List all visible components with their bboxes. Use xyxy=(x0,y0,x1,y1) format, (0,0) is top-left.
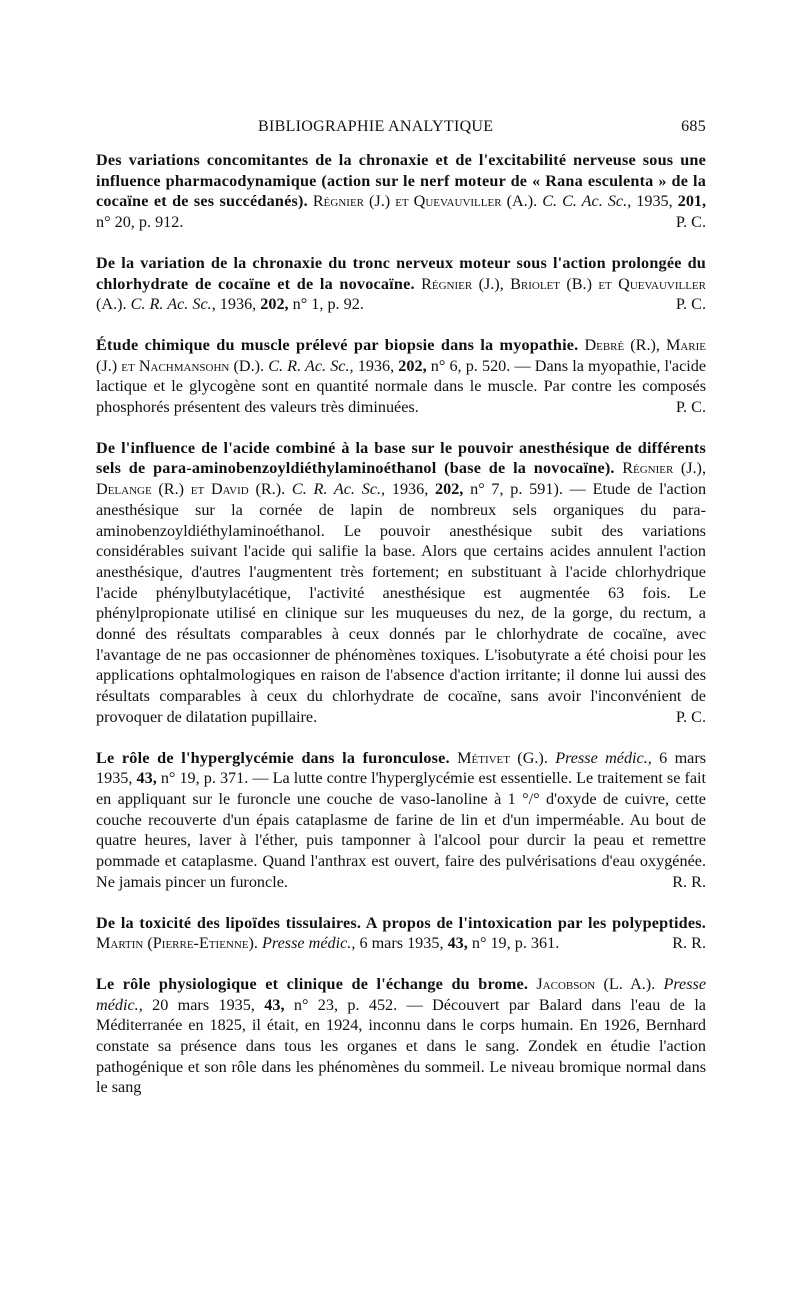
bibliography-entry xyxy=(96,913,706,954)
entry-authors: Métivet (G.). xyxy=(457,748,548,767)
entry-ref-number: n° 7, p. 591). xyxy=(470,480,563,499)
entry-title: Des variations concomitantes de la chronaxie et de l'excitabilité nerveuse sous une influence pharmacodynamique (action sur le nerf moteur de « Rana esculenta » de la cocaïne et de ses succédanés). xyxy=(96,151,706,211)
running-title: BIBLIOGRAPHIE ANALYTIQUE xyxy=(258,118,494,135)
entry-authors: Debré (R.), Marie (J.) et Nachmansohn (D.). xyxy=(96,335,706,375)
entry-ref-date: 6 mars 1935, xyxy=(96,748,707,788)
entry-ref-volume: 43, xyxy=(264,995,285,1014)
entry-authors: Martin (Pierre-Etienne). xyxy=(96,934,258,953)
entry-journal: Presse médic., xyxy=(96,974,707,1014)
bibliography-entry xyxy=(96,974,706,1098)
bibliography-entry xyxy=(96,150,706,233)
entry-ref-number: n° 20, p. 912. xyxy=(96,213,184,232)
entry-ref-number: n° 19, p. 371. xyxy=(160,769,249,788)
entry-journal: C. C. Ac. Sc., xyxy=(542,192,632,211)
entry-journal: C. R. Ac. Sc., xyxy=(291,480,386,499)
entry-abstract: — Dans la myopathie, l'acide lactique et le glycogène sont en quantité normale dans le muscle. Par contre les composés phosphorés présentent des valeurs très diminuées. xyxy=(96,357,706,416)
bibliography-entry xyxy=(96,335,706,418)
entry-abstract: — Etude de l'action anesthésique sur la cornée de lapin de nombreux sels organiques du para-aminobenzoyldiéthylaminoéthanol. Le pouvoir anesthésique subit des variations considérables suivant l'acide qui salifie la base. Alors que certains acides annulent l'action anesthésique, d'autres l'augmentent très fortement; en substituant à l'acide chlorhydrique l'acide phénylbutylacétique, l'activité anesthésique est augmentée 63 fois. Le phénylpropionate utilisé en clinique sur les muqueuses du nez, de la gorge, du rectum, a donné des résultats comparables à ceux donnés par le chlorhydrate de cocaïne, avec l'avantage de ne pas occasionner de phénomènes toxiques. L'isobutyrate a été choisi pour les applications ophtalmologiques en raison de l'absence d'action irritante; il donne lui aussi des résultats comparables à ceux du chlorhydrate de cocaïne, sans avoir l'inconvénient de provoquer de dilatation pupillaire. xyxy=(96,480,706,726)
entry-ref-number: n° 1, p. 92. xyxy=(292,295,364,314)
entry-journal: C. R. Ac. Sc., xyxy=(130,295,216,314)
entry-title: De la variation de la chronaxie du tronc nerveux moteur sous l'action prolongée du chlorhydrate de cocaïne et de la novocaïne. xyxy=(96,253,706,293)
entry-journal: Presse médic., xyxy=(555,748,652,767)
entry-ref-volume: 202, xyxy=(398,356,427,375)
entry-title: Le rôle de l'hyperglycémie dans la furonculose. xyxy=(96,748,450,767)
entry-abstract: — La lutte contre l'hyperglycémie est essentielle. Le traitement se fait en appliquant sur le furoncle une couche de vaso-lanoline à 1 °/° d'oxyde de cuivre, cette couche recouverte d'un épais cataplasme de farine de lin et d'un imperméable. Au bout de quatre heures, laver à l'éther, puis tamponner à l'alcool pour durcir la peau et remettre pommade et cataplasme. Quand l'anthrax est ouvert, faire des pulvérisations d'eau oxygénée. Ne jamais pincer un furoncle. xyxy=(96,769,706,891)
entry-ref-volume: 202, xyxy=(260,295,289,314)
entry-ref-volume: 43, xyxy=(136,769,157,788)
entry-journal: Presse médic., xyxy=(262,934,356,953)
entry-initials: R. R. xyxy=(672,872,706,891)
entry-ref-volume: 201, xyxy=(677,192,707,211)
entry-ref-number: n° 19, p. 361. xyxy=(471,934,560,953)
entry-title: De la toxicité des lipoïdes tissulaires. A propos de l'intoxication par les polypeptides. xyxy=(96,913,706,932)
entry-abstract: — Découvert par Balard dans l'eau de la Méditerranée en 1825, il était, en 1924, inconnu dans le corps humain. En 1926, Bernhard constate sa présence dans tous les organes et dans le sang. Zondek en étudie l'action pathogénique et son rôle dans les phénomènes du sommeil. Le niveau bromique normal dans le sang xyxy=(96,996,706,1097)
entry-initials: P. C. xyxy=(675,295,706,314)
entry-ref-volume: 202, xyxy=(435,480,464,499)
entry-ref-volume: 43, xyxy=(447,934,468,953)
entry-title: Étude chimique du muscle prélevé par biopsie dans la myopathie. xyxy=(96,335,579,354)
entry-title: De l'influence de l'acide combiné à la base sur le pouvoir anesthésique de différents sels de para-aminobenzoyldiéthylaminoéthanol (base de la novocaïne). xyxy=(96,438,706,478)
running-header xyxy=(96,118,706,138)
entry-authors: Régnier (J.), Briolet (B.) et Quevauviller (A.). xyxy=(96,274,706,314)
entry-initials: P. C. xyxy=(675,213,706,232)
entry-initials: P. C. xyxy=(675,398,706,417)
entry-ref-date: 1936, xyxy=(357,356,395,375)
entry-ref-number: n° 6, p. 520. xyxy=(430,356,511,375)
entry-ref-date: 20 mars 1935, xyxy=(152,995,255,1014)
entry-ref-date: 1936, xyxy=(219,295,257,314)
entry-title: Le rôle physiologique et clinique de l'échange du brome. xyxy=(96,974,529,993)
entry-initials: P. C. xyxy=(675,707,706,726)
entry-initials: R. R. xyxy=(672,934,706,953)
bibliography-entry xyxy=(96,253,706,315)
page-number: 685 xyxy=(681,118,706,135)
bibliography-entry xyxy=(96,748,706,893)
entry-ref-date: 1935, xyxy=(636,192,673,211)
entry-journal: C. R. Ac. Sc., xyxy=(268,356,354,375)
entry-ref-number: n° 23, p. 452. xyxy=(293,995,398,1014)
bibliography-entry xyxy=(96,438,706,728)
entry-ref-date: 6 mars 1935, xyxy=(359,934,444,953)
entry-authors: Régnier (J.), Delange (R.) et David (R.). xyxy=(96,459,706,499)
entry-authors: Régnier (J.) et Quevauviller (A.). xyxy=(312,192,538,211)
entry-authors: Jacobson (L. A.). xyxy=(536,974,656,993)
bibliography-entries xyxy=(96,150,706,1118)
entry-ref-date: 1936, xyxy=(391,480,429,499)
